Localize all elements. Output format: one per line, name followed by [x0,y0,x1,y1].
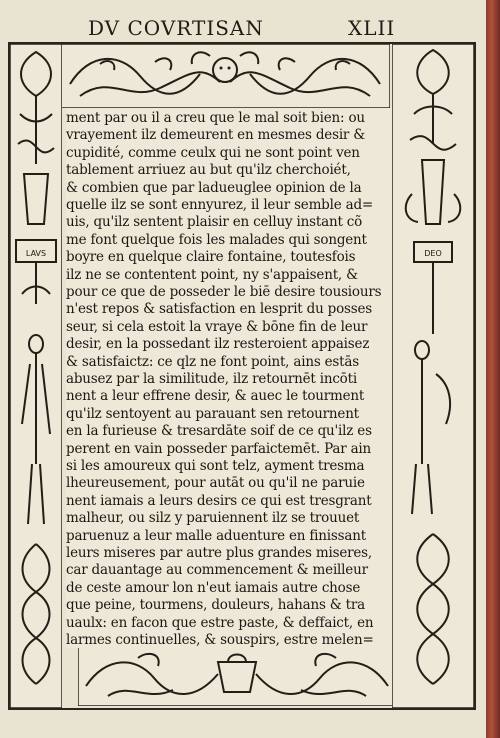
text-line: quelle ilz se sont ennyurez, il leur semble ad= [66,197,374,213]
text-line: lheureusement, pour autāt ou qu'il ne paruie [66,475,365,492]
book-spine-edge [486,0,500,738]
right-ornament-column [392,44,474,708]
text-line: seur, si cela estoit la vraye & bōne fin de leur [66,318,368,335]
text-line: abusez par la similitude, ilz retournēt incōti [66,371,357,387]
text-line: desir, en la possedant ilz resteroient appaisez [66,336,370,353]
text-line: leurs miseres par autre plus grandes miseres, [66,545,372,561]
text-line: uaulx: en facon que estre paste, & deffaict, en [66,614,374,631]
text-line: ment par ou il a creu que le mal soit bien: ou [66,110,365,126]
text-line: tablement arriuez au but qu'ilz cherchoiét, [66,162,351,179]
text-line: pour ce que de posseder le biē desire tousiours [66,284,382,300]
text-line: perent en vain posseder parfaictemēt. Par ain [66,440,372,457]
text-line: nent iamais a leurs desirs ce qui est tresgrant [66,492,372,509]
text-line: vrayement ilz demeurent en mesmes desir & [66,127,366,144]
main-text-block [66,108,392,648]
text-line: boyre en quelque claire fontaine, toutesfois [66,249,356,266]
text-line: en la furieuse & tresardāte soif de ce qu'ilz es [66,423,372,440]
text-line: & combien que par ladueuglee opinion de la [66,179,362,196]
top-ornament-band [60,44,390,108]
text-line: qu'ilz sentoyent au parauant sen retournent [66,405,359,422]
text-line: & satisfaictz: ce qlz ne font point, ains estās [66,353,359,370]
bottom-ornament-band [78,642,396,706]
left-ornament-column [10,44,62,708]
text-line: car dauantage au commencement & meilleur [66,562,368,579]
text-line: si les amoureux qui sont telz, ayment tresma [66,458,365,474]
running-title: DV COVRTISAN [88,16,264,40]
text-line: cupidité, comme ceulx qui ne sont point ven [66,144,360,161]
text-line: ilz ne se contentent point, ny s'appaisent, & [66,266,358,283]
text-line: paruenuz a leur malle aduenture en finissant [66,527,366,544]
text-line: que peine, tourmens, douleurs, hahans & tra [66,597,365,614]
deo-label: DEO [424,249,442,258]
laus-label: LAVS [25,249,47,258]
text-line: larmes continuelles, & souspirs, estre melen= [66,632,374,648]
text-line: malheur, ou silz y paruiennent ilz se trouuet [66,510,360,527]
text-line: me font quelque fois les malades qui songent [66,231,367,248]
text-line: nent a leur effrene desir, & auec le tourment [66,388,365,405]
text-line: de ceste amour lon n'eut iamais autre chose [66,579,361,596]
text-line: uis, qu'ilz sentent plaisir en celluy instant cõ [66,214,363,231]
text-line: n'est repos & satisfaction en lesprit du posses [66,301,372,318]
folio-number: XLII [348,16,396,40]
